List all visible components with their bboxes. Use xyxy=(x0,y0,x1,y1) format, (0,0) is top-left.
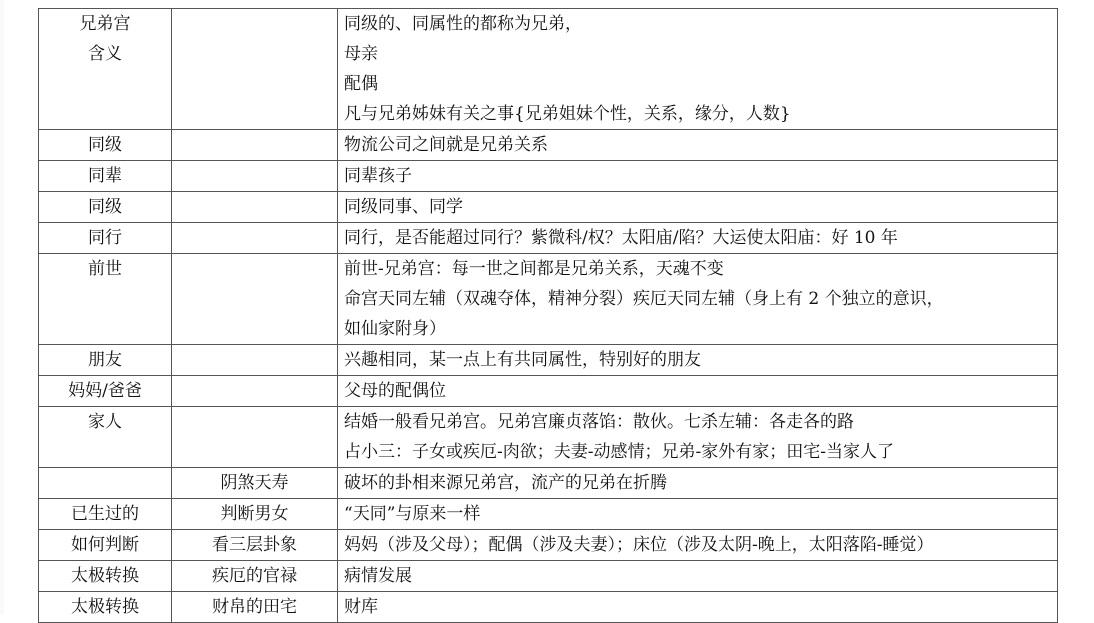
subtopic-cell xyxy=(172,254,338,345)
topic-cell xyxy=(39,9,172,130)
subtopic-text xyxy=(172,192,337,222)
table-row xyxy=(39,161,1058,192)
description-line: 同级的、同属性的都称为兄弟， xyxy=(344,14,582,34)
description-cell xyxy=(338,130,1058,161)
table-row xyxy=(39,254,1058,345)
description-line: 占小三：子女或疾厄-肉欲；夫妻-动感情；兄弟-家外有家；田宅-当家人了 xyxy=(344,442,894,462)
topic-text: 兄弟宫 xyxy=(79,14,131,34)
description-line: 兴趣相同，某一点上有共同属性，特别好的朋友 xyxy=(344,350,701,370)
description-cell xyxy=(338,468,1058,499)
description-cell xyxy=(338,499,1058,530)
subtopic-cell xyxy=(172,468,338,499)
subtopic-text xyxy=(172,130,337,160)
description-cell xyxy=(338,254,1058,345)
subtopic-cell xyxy=(172,9,338,130)
description-cell xyxy=(338,9,1058,130)
description-cell xyxy=(338,192,1058,223)
description-cell xyxy=(338,223,1058,254)
subtopic-text xyxy=(172,376,337,406)
table-row xyxy=(39,468,1058,499)
subtopic-cell xyxy=(172,376,338,407)
topic-cell xyxy=(39,192,172,223)
description-line: “天同”与原来一样 xyxy=(344,504,481,524)
topic-text: 已生过的 xyxy=(71,504,139,524)
description-line: 物流公司之间就是兄弟关系 xyxy=(344,135,548,155)
table-row xyxy=(39,499,1058,530)
notes-table-body xyxy=(39,9,1058,623)
topic-cell xyxy=(39,592,172,623)
table-row xyxy=(39,192,1058,223)
topic-text: 妈妈/爸爸 xyxy=(68,381,142,401)
subtopic-text xyxy=(172,345,337,375)
subtopic-cell xyxy=(172,499,338,530)
table-row xyxy=(39,9,1058,130)
table-row xyxy=(39,530,1058,561)
topic-cell xyxy=(39,130,172,161)
topic-cell xyxy=(39,407,172,468)
description-line: 妈妈（涉及父母）；配偶（涉及夫妻）；床位（涉及太阴-晚上，太阳落陷-睡觉） xyxy=(344,535,934,555)
subtopic-text xyxy=(172,407,337,437)
notes-table xyxy=(38,8,1058,623)
subtopic-text xyxy=(172,254,337,284)
table-row xyxy=(39,345,1058,376)
topic-cell xyxy=(39,376,172,407)
subtopic-cell xyxy=(172,592,338,623)
topic-text: 含义 xyxy=(88,44,122,64)
topic-cell xyxy=(39,499,172,530)
topic-cell xyxy=(39,530,172,561)
topic-text: 太极转换 xyxy=(71,566,139,586)
description-line: 破坏的卦相来源兄弟宫，流产的兄弟在折腾 xyxy=(344,473,667,493)
topic-text: 同级 xyxy=(88,197,122,217)
description-line: 结婚一般看兄弟宫。兄弟宫廉贞落馅：散伙。七杀左辅：各走各的路 xyxy=(344,412,854,432)
description-line: 凡与兄弟姊妹有关之事{兄弟姐妹个性，关系，缘分，人数} xyxy=(344,104,791,124)
table-row xyxy=(39,376,1058,407)
description-line: 同辈孩子 xyxy=(344,166,412,186)
description-cell xyxy=(338,530,1058,561)
subtopic-text: 疾厄的官禄 xyxy=(212,566,297,586)
description-cell xyxy=(338,376,1058,407)
description-cell xyxy=(338,407,1058,468)
topic-text: 同辈 xyxy=(88,166,122,186)
subtopic-cell xyxy=(172,223,338,254)
subtopic-text xyxy=(172,223,337,253)
subtopic-cell xyxy=(172,530,338,561)
subtopic-cell xyxy=(172,161,338,192)
description-line: 母亲 xyxy=(344,44,378,64)
subtopic-text xyxy=(172,161,337,191)
subtopic-text xyxy=(172,9,337,39)
description-line: 前世-兄弟宫：每一世之间都是兄弟关系，天魂不变 xyxy=(344,259,724,279)
topic-text: 前世 xyxy=(88,259,122,279)
topic-text: 朋友 xyxy=(88,350,122,370)
topic-cell xyxy=(39,161,172,192)
description-cell xyxy=(338,345,1058,376)
description-line: 病情发展 xyxy=(344,566,412,586)
page-edge xyxy=(0,0,4,615)
subtopic-cell xyxy=(172,192,338,223)
description-cell xyxy=(338,592,1058,623)
subtopic-cell xyxy=(172,130,338,161)
table-row xyxy=(39,561,1058,592)
description-line: 如仙家附身） xyxy=(344,319,446,339)
subtopic-text: 阴煞天寿 xyxy=(220,473,289,493)
topic-text: 同行 xyxy=(88,228,122,248)
topic-text: 家人 xyxy=(88,412,122,432)
description-line: 财库 xyxy=(344,597,378,617)
topic-text: 同级 xyxy=(88,135,122,155)
description-line: 同级同事、同学 xyxy=(344,197,463,217)
table-row xyxy=(39,223,1058,254)
description-line: 命宫天同左辅（双魂夺体，精神分裂）疾厄天同左辅（身上有 2 个独立的意识， xyxy=(344,289,944,309)
topic-cell xyxy=(39,254,172,345)
subtopic-cell xyxy=(172,345,338,376)
description-cell xyxy=(338,161,1058,192)
table-row xyxy=(39,407,1058,468)
subtopic-text: 看三层卦象 xyxy=(212,535,297,555)
subtopic-cell xyxy=(172,407,338,468)
topic-cell xyxy=(39,223,172,254)
topic-cell xyxy=(39,561,172,592)
subtopic-text: 财帛的田宅 xyxy=(212,597,297,617)
topic-cell xyxy=(39,468,172,499)
table-row xyxy=(39,130,1058,161)
document-sheet xyxy=(38,8,1058,623)
topic-text xyxy=(39,468,171,498)
description-cell xyxy=(338,561,1058,592)
description-line: 配偶 xyxy=(344,74,378,94)
topic-cell xyxy=(39,345,172,376)
description-line: 父母的配偶位 xyxy=(344,381,446,401)
description-line: 同行，是否能超过同行？紫微科/权？太阳庙/陷？大运使太阳庙：好 10 年 xyxy=(344,228,898,248)
table-row xyxy=(39,592,1058,623)
topic-text: 如何判断 xyxy=(71,535,139,555)
subtopic-cell xyxy=(172,561,338,592)
topic-text: 太极转换 xyxy=(71,597,139,617)
subtopic-text: 判断男女 xyxy=(220,504,289,524)
